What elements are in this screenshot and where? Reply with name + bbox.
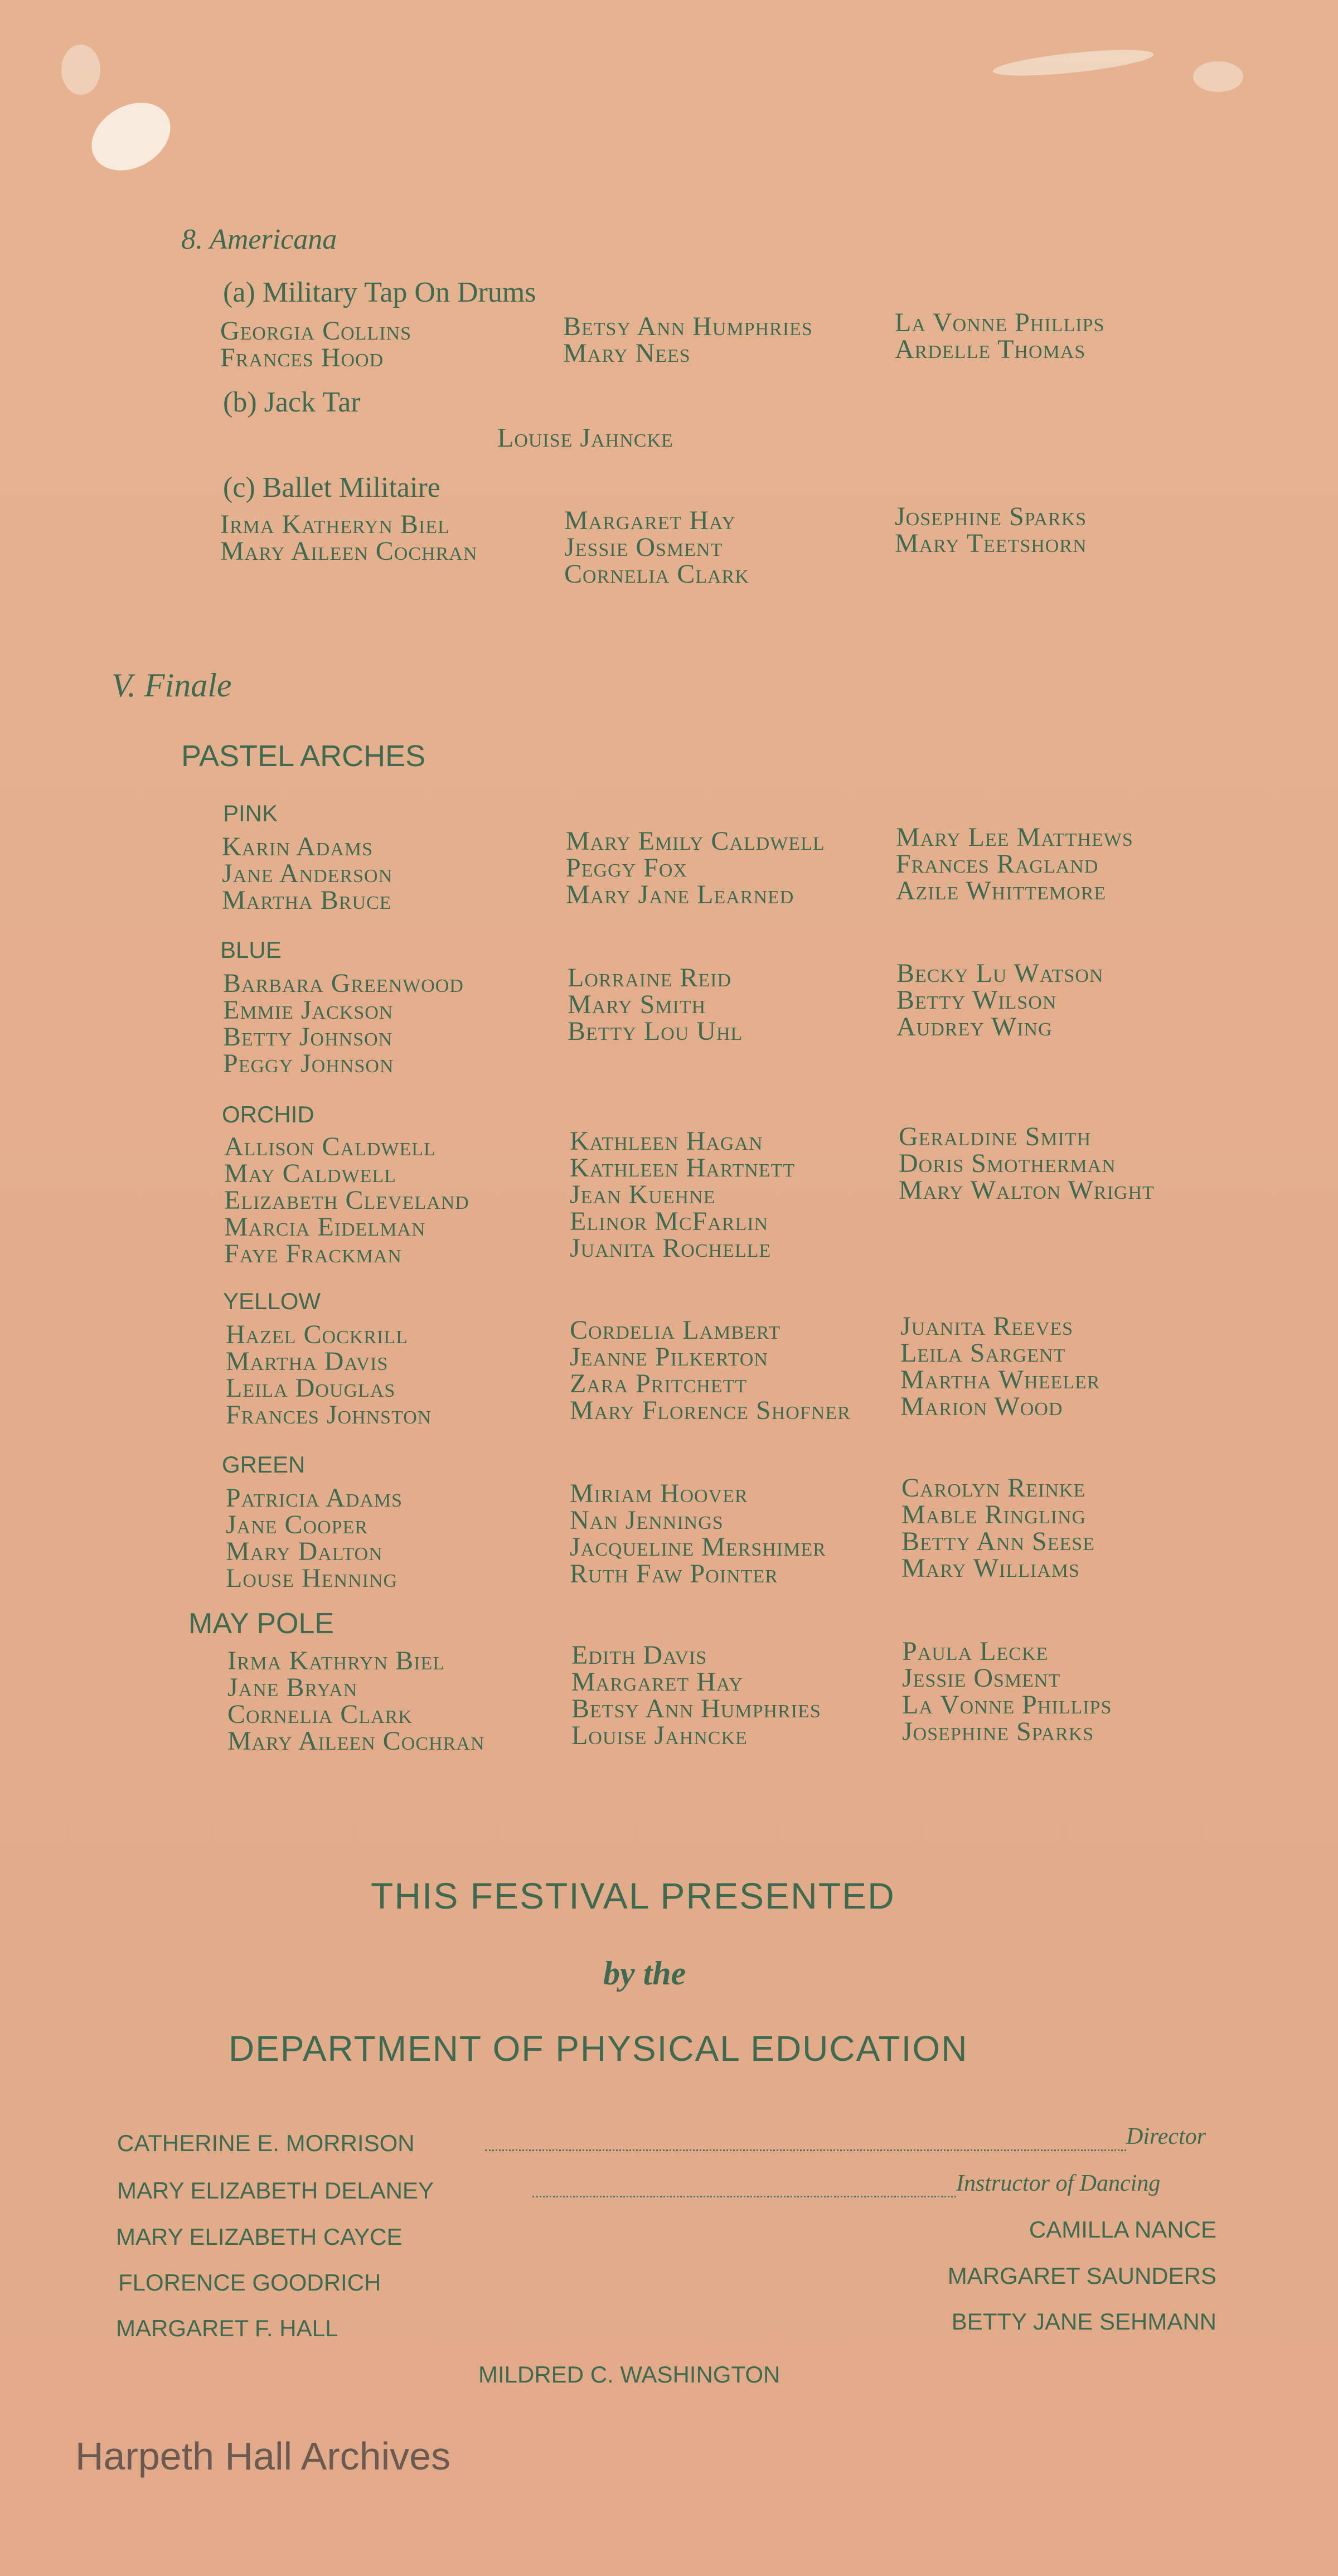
- performer-name: Juanita Rochelle: [570, 1233, 772, 1263]
- group-label-pink: PINK: [223, 800, 278, 826]
- performer-name: Betty Ann Seese: [901, 1527, 1095, 1556]
- performer-name: Martha Bruce: [222, 885, 392, 915]
- performer-name: Edith Davis: [571, 1640, 707, 1670]
- group-label-blue: BLUE: [220, 937, 282, 963]
- performer-name: Karin Adams: [222, 832, 374, 861]
- group-label-yellow: YELLOW: [223, 1288, 321, 1314]
- finale-subtitle: PASTEL ARCHES: [181, 739, 426, 773]
- section-8c-title: (c) Ballet Militaire: [223, 472, 440, 503]
- green-col3: [901, 1475, 1095, 1582]
- paper-stain: [1193, 61, 1243, 92]
- performer-name: Juanita Reeves: [900, 1311, 1074, 1341]
- performer-name: Irma Katheryn Biel: [220, 510, 450, 539]
- performer-name: La Vonne Phillips: [902, 1690, 1112, 1720]
- performer-name: Mary Aileen Cochran: [227, 1726, 485, 1756]
- performer-name: Mary Teetshorn: [895, 529, 1087, 558]
- section-8a-title: (a) Military Tap On Drums: [223, 277, 536, 308]
- performer-name: Ardelle Thomas: [895, 335, 1086, 364]
- orchid-col3: [899, 1124, 1155, 1204]
- green-col1: [226, 1485, 403, 1592]
- performer-name: Frances Johnston: [226, 1400, 432, 1430]
- performer-name: Hazel Cockrill: [226, 1320, 408, 1349]
- performer-name: Georgia Collins: [220, 316, 411, 346]
- paper-stain: [61, 45, 100, 95]
- orchid-col2: [570, 1128, 795, 1262]
- dotted-leader: [485, 2149, 1126, 2151]
- performer-name: Josephine Sparks: [895, 502, 1087, 531]
- maypole-col1: [227, 1648, 484, 1755]
- pink-col3: [896, 824, 1133, 904]
- performer-name: Miriam Hoover: [570, 1479, 748, 1508]
- performer-name: Mary Walton Wright: [899, 1175, 1155, 1205]
- paper-stain: [992, 45, 1155, 81]
- performer-name: Jeanne Pilkerton: [570, 1342, 768, 1372]
- yellow-col1: [226, 1321, 432, 1429]
- performer-name: Cordelia Lambert: [570, 1315, 781, 1345]
- pink-col2: [566, 828, 825, 908]
- performer-name: Paula Lecke: [902, 1636, 1049, 1666]
- performer-name: Geraldine Smith: [899, 1122, 1092, 1151]
- performer-name: Irma Kathryn Biel: [227, 1646, 445, 1676]
- performer-name: Jane Anderson: [222, 859, 393, 888]
- performer-name: Barbara Greenwood: [223, 969, 464, 998]
- section-8a-col3: [895, 309, 1104, 363]
- performer-name: Carolyn Reinke: [901, 1473, 1086, 1503]
- section-8-title: 8. Americana: [181, 224, 337, 255]
- performer-name: Betty Wilson: [896, 985, 1057, 1015]
- section-8a-col1: [220, 318, 411, 371]
- finale-title: V. Finale: [112, 667, 232, 704]
- performer-name: Lorraine Reid: [568, 963, 732, 992]
- director-name: CATHERINE E. MORRISON: [117, 2130, 415, 2156]
- orchid-col1: [224, 1134, 469, 1267]
- performer-name: Mable Ringling: [901, 1500, 1087, 1529]
- performer-name: Leila Sargent: [900, 1338, 1066, 1368]
- performer-name: Margaret Hay: [564, 506, 736, 535]
- performer-name: Elizabeth Cleveland: [224, 1185, 469, 1215]
- performer-name: Jane Bryan: [227, 1673, 358, 1702]
- performer-name: Marcia Eidelman: [224, 1212, 426, 1242]
- performer-name: Jane Cooper: [226, 1510, 369, 1539]
- performer-name: Jessie Osment: [902, 1663, 1061, 1693]
- blue-col3: [896, 960, 1103, 1040]
- performer-name: Martha Davis: [226, 1347, 389, 1376]
- performer-name: Mary Dalton: [226, 1537, 383, 1566]
- staff-right-3: BETTY JANE SEHMANN: [951, 2308, 1216, 2335]
- performer-name: Martha Wheeler: [900, 1365, 1101, 1394]
- performer-name: Louse Henning: [226, 1563, 398, 1593]
- performer-name: Elinor McFarlin: [570, 1207, 769, 1236]
- staff-left-2: FLORENCE GOODRICH: [118, 2269, 381, 2296]
- performer-name: Mary Aileen Cochran: [220, 536, 478, 566]
- performer-name: Betty Johnson: [223, 1022, 393, 1052]
- staff-right-2: MARGARET SAUNDERS: [947, 2263, 1216, 2289]
- section-8b-performer: Louise Jahncke: [497, 423, 673, 453]
- archive-watermark: Harpeth Hall Archives: [75, 2434, 451, 2478]
- performer-name: Mary Jane Learned: [566, 880, 794, 909]
- performer-name: Leila Douglas: [226, 1373, 396, 1403]
- performer-name: Kathleen Hagan: [570, 1126, 763, 1156]
- performer-name: Becky Lu Watson: [896, 958, 1104, 988]
- instructor-name: MARY ELIZABETH DELANEY: [117, 2177, 434, 2204]
- performer-name: Betty Lou Uhl: [568, 1016, 743, 1046]
- performer-name: Frances Ragland: [896, 849, 1099, 879]
- pink-col1: [222, 834, 392, 914]
- maypole-col3: [902, 1638, 1112, 1745]
- performer-name: Ruth Faw Pointer: [570, 1559, 778, 1589]
- performer-name: Mary Nees: [563, 338, 691, 368]
- section-8c-col3: [895, 503, 1087, 557]
- performer-name: Josephine Sparks: [902, 1717, 1094, 1746]
- performer-name: Louise Jahncke: [571, 1721, 748, 1750]
- section-8a-col2: [563, 313, 813, 367]
- performer-name: Doris Smotherman: [899, 1149, 1116, 1178]
- performer-name: Jacqueline Mershimer: [570, 1532, 826, 1562]
- performer-name: Betsy Ann Humphries: [571, 1694, 821, 1723]
- staff-left-3: MARGARET F. HALL: [116, 2315, 338, 2341]
- performer-name: Audrey Wing: [896, 1012, 1053, 1042]
- performer-name: Allison Caldwell: [224, 1132, 436, 1161]
- performer-name: Kathleen Hartnett: [570, 1153, 796, 1183]
- performer-name: Mary Lee Matthews: [896, 822, 1133, 852]
- performer-name: Peggy Fox: [566, 853, 687, 883]
- performer-name: La Vonne Phillips: [895, 308, 1105, 337]
- performer-name: Azile Whittemore: [896, 876, 1107, 906]
- performer-name: Jean Kuehne: [570, 1180, 716, 1209]
- maypole-col2: [571, 1642, 821, 1749]
- section-8b-title: (b) Jack Tar: [223, 386, 361, 418]
- director-role: Director: [1126, 2124, 1206, 2149]
- performer-name: Mary Williams: [901, 1553, 1080, 1583]
- paper-stain: [80, 89, 183, 184]
- section-8c-col2: [564, 507, 749, 588]
- performer-name: Nan Jennings: [570, 1505, 724, 1535]
- performer-name: Jessie Osment: [564, 532, 723, 562]
- performer-name: Peggy Johnson: [223, 1049, 394, 1078]
- performer-name: Betsy Ann Humphries: [563, 312, 813, 341]
- performer-name: Marion Wood: [900, 1392, 1063, 1421]
- performer-name: Frances Hood: [220, 343, 384, 372]
- performer-name: Mary Smith: [568, 990, 706, 1019]
- performer-name: Cornelia Clark: [227, 1699, 413, 1729]
- maypole-title: MAY POLE: [188, 1607, 334, 1640]
- performer-name: Faye Frackman: [224, 1239, 402, 1268]
- performer-name: Patricia Adams: [226, 1483, 403, 1513]
- presented-line-1: THIS FESTIVAL PRESENTED: [371, 1875, 895, 1916]
- staff-left-1: MARY ELIZABETH CAYCE: [116, 2224, 403, 2250]
- instructor-role: Instructor of Dancing: [956, 2171, 1161, 2196]
- performer-name: Mary Emily Caldwell: [566, 826, 825, 856]
- performer-name: Margaret Hay: [571, 1667, 743, 1697]
- blue-col2: [568, 965, 743, 1045]
- performer-name: Emmie Jackson: [223, 995, 394, 1025]
- green-col2: [570, 1480, 826, 1587]
- staff-right-1: CAMILLA NANCE: [1029, 2216, 1216, 2243]
- yellow-col2: [570, 1317, 851, 1424]
- performer-name: Zara Pritchett: [570, 1369, 748, 1398]
- section-8c-col1: [220, 511, 477, 565]
- performer-name: Cornelia Clark: [564, 559, 749, 589]
- yellow-col3: [900, 1313, 1101, 1420]
- group-label-orchid: ORCHID: [222, 1101, 314, 1127]
- presented-line-2: by the: [603, 1955, 686, 1992]
- group-label-green: GREEN: [222, 1451, 306, 1478]
- performer-name: Mary Florence Shofner: [570, 1396, 851, 1425]
- staff-center: MILDRED C. WASHINGTON: [478, 2361, 780, 2388]
- dotted-leader: [532, 2196, 956, 2197]
- blue-col1: [223, 970, 464, 1077]
- presented-line-3: DEPARTMENT OF PHYSICAL EDUCATION: [229, 2028, 968, 2069]
- performer-name: May Caldwell: [224, 1159, 396, 1188]
